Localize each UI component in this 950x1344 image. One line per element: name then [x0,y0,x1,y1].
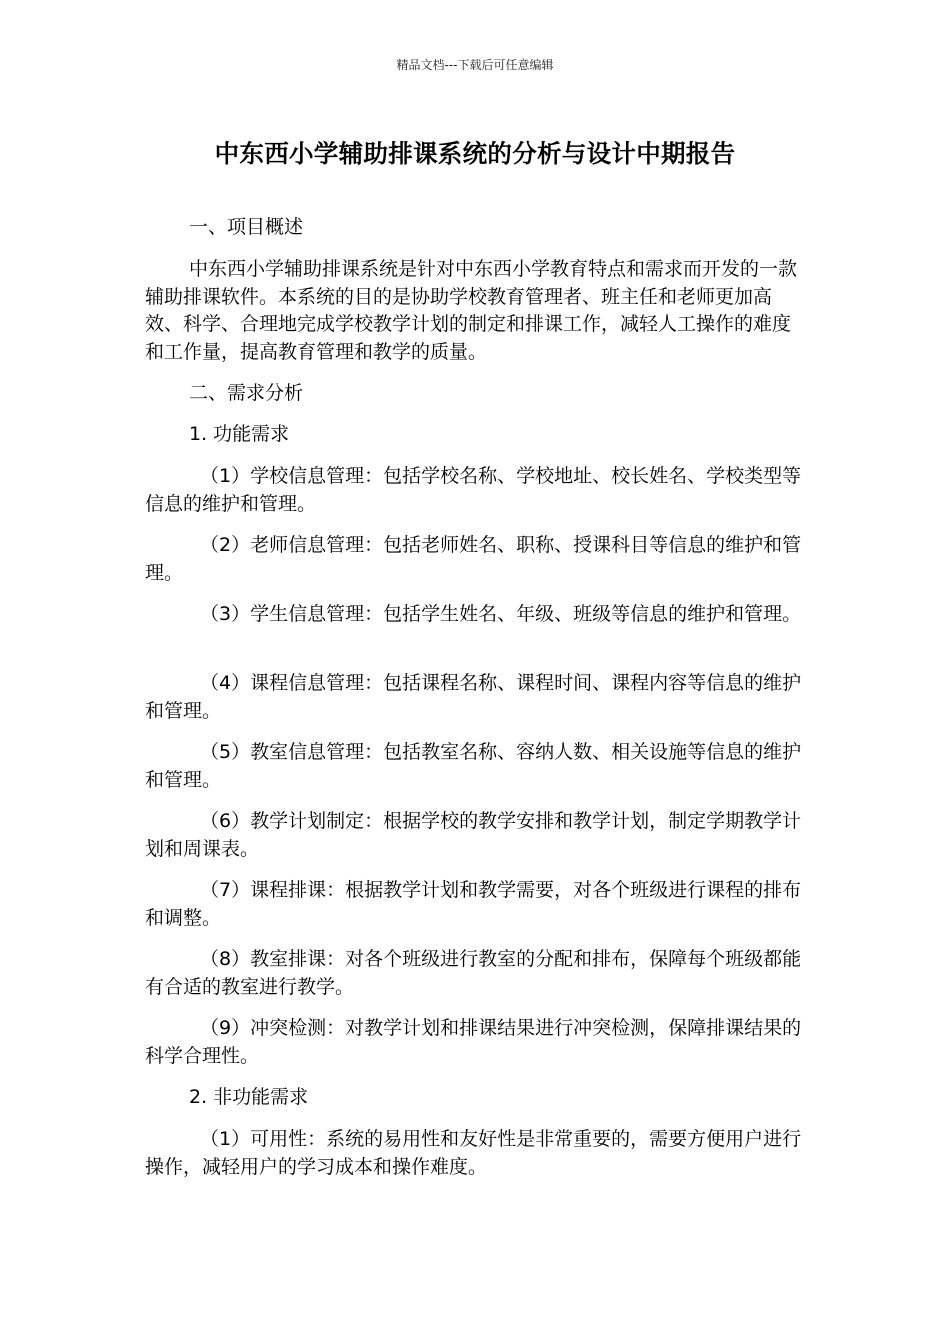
nonfunctional-item-1: （1）可用性：系统的易用性和友好性是非常重要的，需要方便用户进行操作，减轻用户的学习成本和操作难度。 [145,1128,802,1178]
functional-item-9: （9）冲突检测：对教学计划和排课结果进行冲突检测，保障排课结果的科学合理性。 [145,1017,802,1067]
subsection-heading-nonfunctional: 2. 非功能需求 [189,1086,309,1108]
functional-item-5: （5）教室信息管理：包括教室名称、容纳人数、相关设施等信息的维护和管理。 [145,741,802,791]
functional-item-8: （8）教室排课：对各个班级进行教室的分配和排布，保障每个班级都能有合适的教室进行教学。 [145,948,802,998]
section-heading-overview: 一、项目概述 [189,216,304,238]
functional-item-6: （6）教学计划制定：根据学校的教学安排和教学计划，制定学期教学计划和周课表。 [145,810,802,860]
functional-item-1: （1）学校信息管理：包括学校名称、学校地址、校长姓名、学校类型等信息的维护和管理。 [145,465,802,515]
section-heading-requirements: 二、需求分析 [189,382,304,404]
functional-item-7: （7）课程排课：根据教学计划和教学需要，对各个班级进行课程的排布和调整。 [145,879,802,929]
overview-paragraph: 中东西小学辅助排课系统是针对中东西小学教育特点和需求而开发的一款辅助排课软件。本系统的目的是协助学校教育管理者、班主任和老师更加高效、科学、合理地完成学校教学计划的制定和排课工作，减轻人工操作的难度和工作量，提高教育管理和教学的质量。 [145,258,798,363]
page-header-note: 精品文档---下载后可任意编辑 [396,58,554,72]
functional-item-2: （2）老师信息管理：包括老师姓名、职称、授课科目等信息的维护和管理。 [145,534,802,584]
document-title: 中东西小学辅助排课系统的分析与设计中期报告 [214,139,736,168]
functional-item-4: （4）课程信息管理：包括课程名称、课程时间、课程内容等信息的维护和管理。 [145,672,802,722]
subsection-heading-functional: 1. 功能需求 [189,423,290,445]
functional-item-3: （3）学生信息管理：包括学生姓名、年级、班级等信息的维护和管理。 [200,603,802,625]
